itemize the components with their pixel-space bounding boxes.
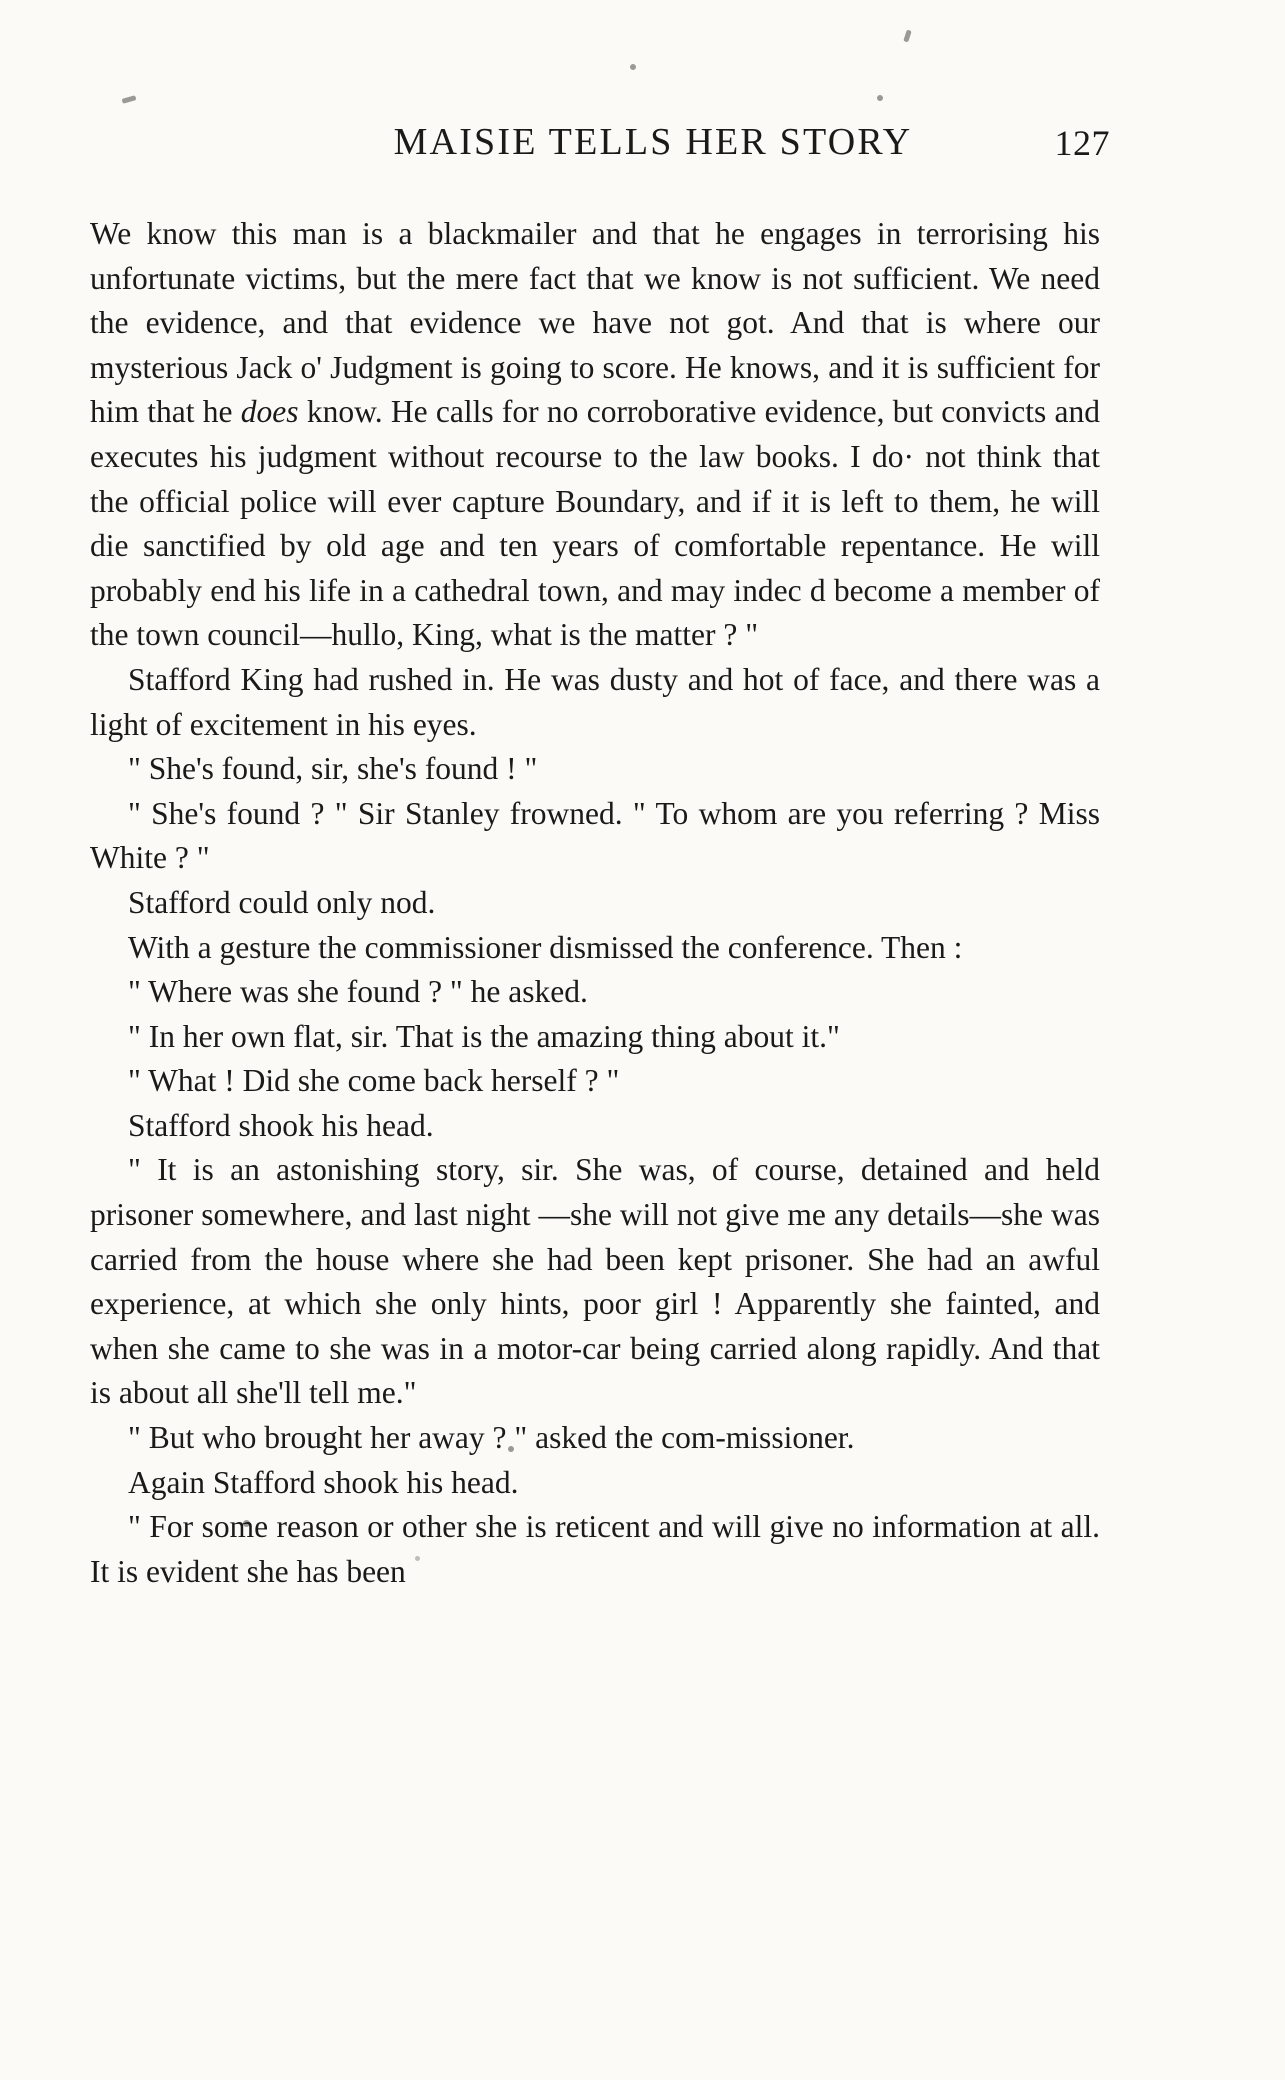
page-header: [88, 120, 1128, 164]
paragraph: " She's found, sir, she's found ! ": [128, 751, 538, 787]
paragraph: " She's found ? " Sir Stanley frowned. " To whom are you referring ? Miss White ? ": [90, 795, 1100, 876]
paragraph: " But who brought her away ? " asked the com-missioner.: [128, 1420, 855, 1456]
paragraph: Stafford shook his head.: [128, 1107, 434, 1143]
paragraph: " In her own flat, sir. That is the amazing thing about it.": [128, 1018, 840, 1054]
scan-artifact: [877, 95, 883, 101]
paragraph: " For some reason or other she is reticent and will give no information at all. It is evident she has been: [90, 1509, 1100, 1589]
scan-artifact: [630, 64, 636, 70]
paragraph: Again Stafford shook his head.: [128, 1464, 519, 1500]
paragraph: " Where was she found ? " he asked.: [128, 974, 588, 1010]
paragraph: [90, 212, 1100, 658]
paragraph: With a gesture the commissioner dismissed the conference. Then :: [128, 929, 963, 965]
scan-artifact: [122, 95, 137, 104]
emphasis-word: does: [240, 394, 299, 430]
running-head: MAISIE TELLS HER STORY: [393, 121, 913, 163]
paragraph-text-continued: know. He calls for no corroborative evidence, but convicts and executes his judgment without recourse to the law books. I do· not think that the official police will ever capture Boundary, and if it is left to them, he will die sanctified by old age and ten years of comfortable repentance. He will probably end his life in a cathedral town, and may indec d become a member of the town council—hullo, King, what is the matter ? ": [90, 394, 1100, 653]
paragraph: " It is an astonishing story, sir. She was, of course, detained and held prisoner somewhere, and last night —she will not give me any details—she was carried from the house where she had been kept prisoner. She had an awful experience, at which she only hints, poor girl ! Apparently she fainted, and when she came to she was in a motor-car being carried along rapidly. And that is about all she'll tell me.": [90, 1152, 1100, 1411]
page-number: 127: [1054, 123, 1110, 163]
paragraph-text: We know this man is a blackmailer and that he engages in terrorising his unfortunate victims, but the mere fact that we know is not sufficient. We need the evidence, and that evidence we have not got. And that is where our mysterious Jack o' Judgment is going to score. He knows, and it is sufficient for him that he: [90, 216, 1100, 430]
page-body: [90, 212, 1100, 1594]
paragraph: " What ! Did she come back herself ? ": [128, 1063, 620, 1099]
paragraph: Stafford could only nod.: [128, 884, 436, 920]
paragraph: Stafford King had rushed in. He was dusty and hot of face, and there was a light of excitement in his eyes.: [90, 661, 1100, 742]
scan-artifact: [903, 30, 911, 43]
